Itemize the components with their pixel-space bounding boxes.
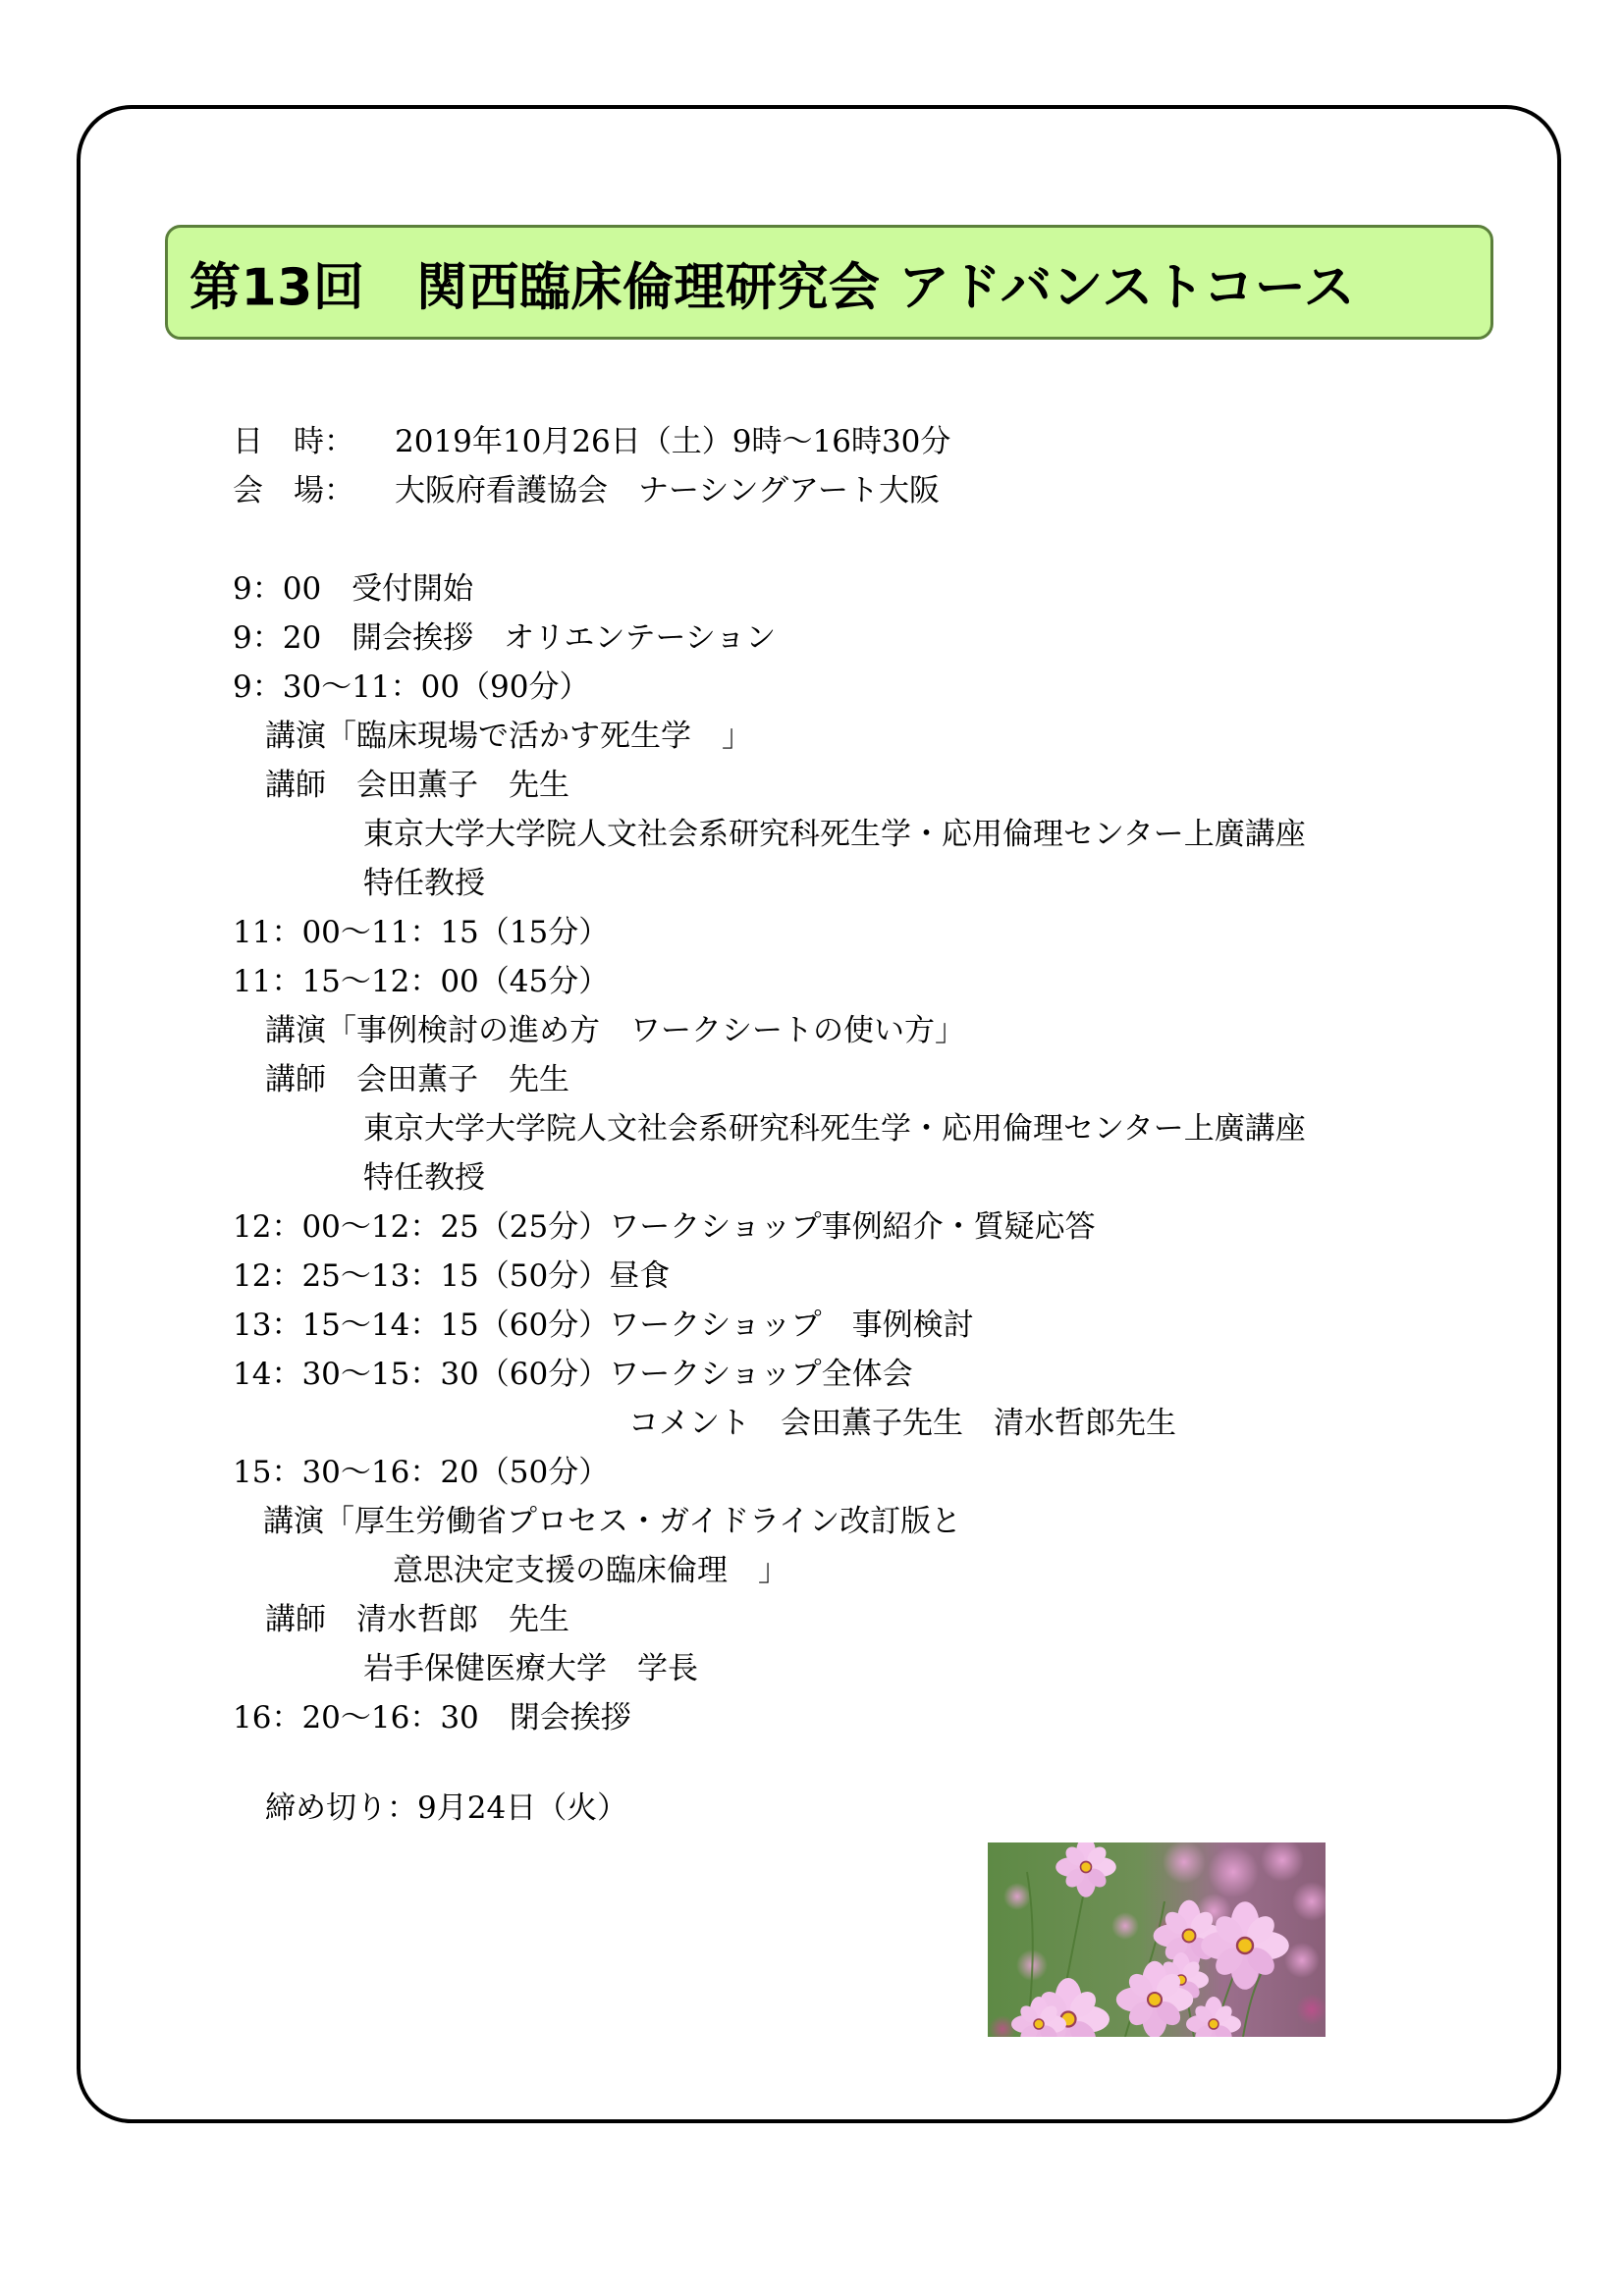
lecture-title: 講演「臨床現場で活かす死生学 」 xyxy=(265,719,752,754)
schedule-item: 9：00 受付開始 xyxy=(233,571,474,607)
schedule-item: 15：30～16：20（50分） xyxy=(233,1455,610,1490)
schedule-item: 13：15～14：15（60分）ワークショップ 事例検討 xyxy=(233,1308,974,1343)
schedule-item: 11：15～12：00（45分） xyxy=(233,964,610,999)
datetime-label: 日 時： xyxy=(233,424,354,459)
schedule-item: 9：30～11：00（90分） xyxy=(233,669,590,705)
flower-image-icon xyxy=(988,1842,1326,2037)
datetime-value: 2019年10月26日（土）9時～16時30分 xyxy=(395,424,951,459)
venue-value: 大阪府看護協会 ナーシングアート大阪 xyxy=(395,473,941,508)
title-banner xyxy=(165,225,1493,340)
lecture-title-cont: 意思決定支援の臨床倫理 」 xyxy=(393,1553,788,1588)
schedule-item: 16：20～16：30 閉会挨拶 xyxy=(233,1700,631,1735)
schedule-item: 9：20 開会挨拶 オリエンテーション xyxy=(233,620,777,656)
schedule-item: 12：00～12：25（25分）ワークショップ事例紹介・質疑応答 xyxy=(233,1209,1096,1245)
comment-line: コメント 会田薫子先生 清水哲郎先生 xyxy=(628,1406,1176,1441)
venue-label: 会 場： xyxy=(233,473,354,508)
lecturer-position: 特任教授 xyxy=(363,1160,485,1196)
lecturer-affiliation: 東京大学大学院人文社会系研究科死生学・応用倫理センター上廣講座 xyxy=(363,1111,1306,1147)
lecturer-position: 特任教授 xyxy=(363,866,485,901)
schedule-item: 11：00～11：15（15分） xyxy=(233,915,610,950)
lecturer: 講師 会田薫子 先生 xyxy=(265,768,569,803)
lecture-title: 講演「事例検討の進め方 ワークシートの使い方」 xyxy=(265,1013,965,1048)
schedule-item: 14：30～15：30（60分）ワークショップ全体会 xyxy=(233,1357,913,1392)
lecture-title: 講演「厚生労働省プロセス・ガイドライン改訂版と xyxy=(263,1504,962,1539)
lecturer-affiliation: 東京大学大学院人文社会系研究科死生学・応用倫理センター上廣講座 xyxy=(363,817,1306,852)
lecturer: 講師 会田薫子 先生 xyxy=(265,1062,569,1097)
lecturer: 講師 清水哲郎 先生 xyxy=(265,1602,569,1637)
schedule-item: 12：25～13：15（50分）昼食 xyxy=(233,1258,671,1294)
lecturer-affiliation: 岩手保健医療大学 学長 xyxy=(363,1651,698,1686)
deadline: 締め切り：9月24日（火） xyxy=(265,1790,628,1826)
page-title: 第13回 関西臨床倫理研究会 アドバンストコース xyxy=(189,258,1356,317)
cosmos-flower-photo xyxy=(988,1842,1326,2037)
